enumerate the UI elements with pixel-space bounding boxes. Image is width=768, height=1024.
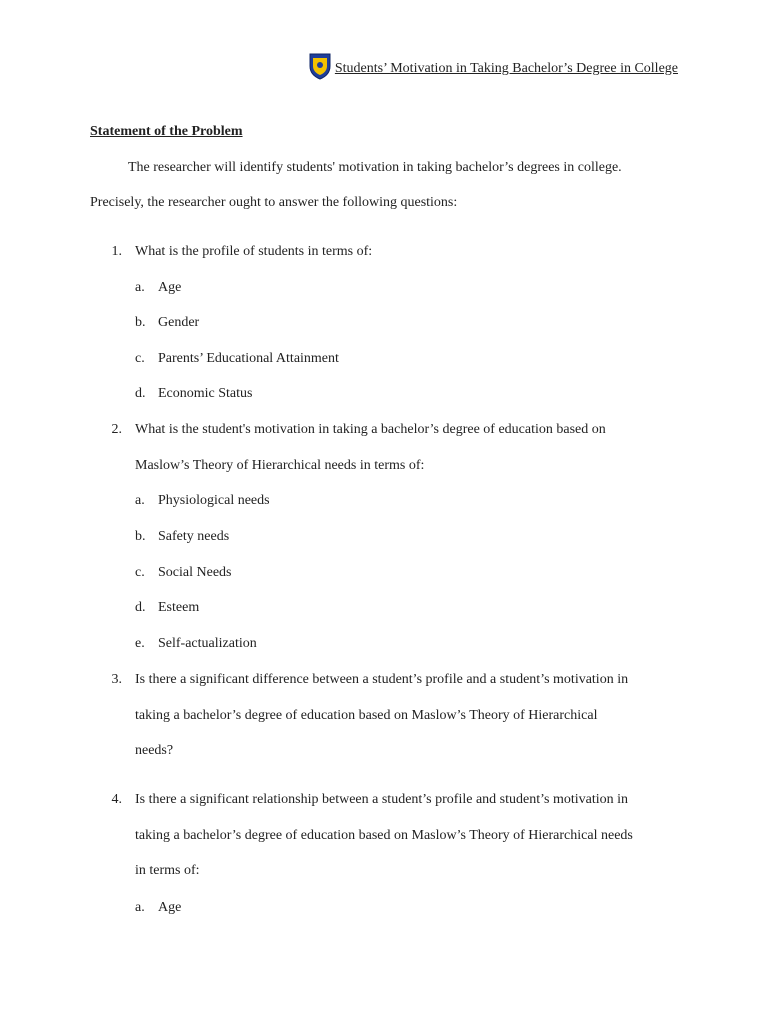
subitem-letter: c. (135, 565, 145, 580)
subitem-letter: a. (135, 493, 145, 508)
question-text-line: What is the profile of students in terms of: (135, 244, 373, 259)
subitem-text: Gender (158, 315, 200, 330)
question-text-line: Maslow’s Theory of Hierarchical needs in terms of: (135, 458, 425, 473)
intro-line-1: The researcher will identify students' motivation in taking bachelor’s degrees in college. (128, 160, 622, 175)
question-text-line: taking a bachelor’s degree of education based on Maslow’s Theory of Hierarchical needs (135, 828, 633, 843)
subitem-letter: b. (135, 529, 146, 544)
header-title: Students’ Motivation in Taking Bachelor’s Degree in College (334, 61, 678, 76)
subitem-text: Esteem (158, 600, 200, 615)
subitem-text: Social Needs (158, 565, 232, 580)
subitem-letter: c. (135, 351, 145, 366)
question-text-line: needs? (135, 743, 174, 758)
subitem-text: Age (158, 900, 182, 915)
question-text-line: Is there a significant relationship between a student’s profile and student’s motivation in (135, 792, 628, 807)
subitem-text: Physiological needs (158, 493, 270, 508)
subitem-letter: a. (135, 900, 145, 915)
subitem-letter: b. (135, 315, 146, 330)
question-text-line: What is the student's motivation in taking a bachelor’s degree of education based on (135, 422, 606, 437)
school-shield-logo (309, 52, 331, 80)
question-number: 3. (111, 672, 122, 687)
subitem-text: Age (158, 280, 182, 295)
question-number: 1. (111, 244, 122, 259)
subitem-letter: d. (135, 386, 146, 401)
section-heading: Statement of the Problem (90, 124, 243, 139)
question-number: 2. (111, 422, 122, 437)
subitem-text: Safety needs (158, 529, 230, 544)
question-text-line: taking a bachelor’s degree of education based on Maslow’s Theory of Hierarchical (135, 708, 598, 723)
question-text-line: Is there a significant difference between a student’s profile and a student’s motivation in (135, 672, 629, 687)
subitem-text: Self-actualization (158, 636, 257, 651)
subitem-text: Economic Status (158, 386, 253, 401)
intro-line-2: Precisely, the researcher ought to answer the following questions: (90, 195, 458, 210)
subitem-letter: a. (135, 280, 145, 295)
subitem-text: Parents’ Educational Attainment (158, 351, 339, 366)
subitem-letter: e. (135, 636, 145, 651)
question-text-line: in terms of: (135, 863, 200, 878)
question-number: 4. (111, 792, 122, 807)
subitem-letter: d. (135, 600, 146, 615)
page-header (309, 48, 678, 80)
